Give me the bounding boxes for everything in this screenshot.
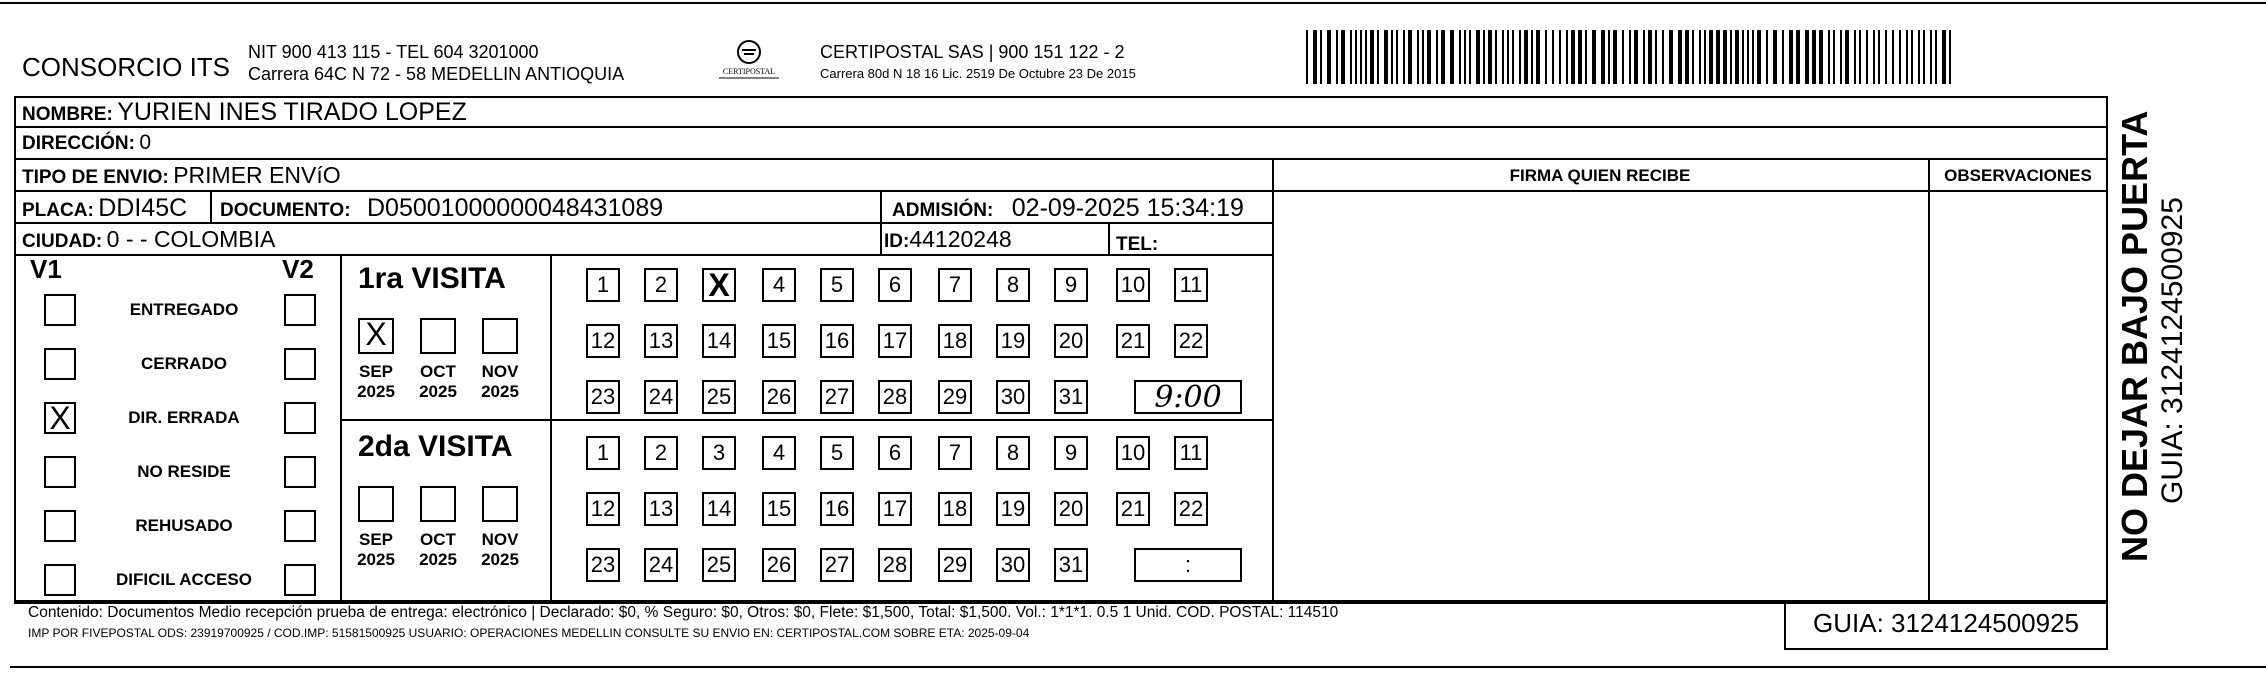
barcode-bar bbox=[1483, 30, 1485, 84]
day-cell[interactable]: 11 bbox=[1174, 436, 1208, 470]
day-cell[interactable]: 3 bbox=[702, 436, 736, 470]
barcode-bar bbox=[1704, 30, 1706, 84]
barcode-bar bbox=[1341, 30, 1345, 84]
placa-label: PLACA: bbox=[22, 200, 94, 221]
day-cell[interactable]: 10 bbox=[1116, 436, 1150, 470]
barcode-bar bbox=[1613, 30, 1617, 84]
barcode-bar bbox=[1629, 30, 1631, 84]
v2-checkbox[interactable] bbox=[284, 348, 316, 380]
row-line bbox=[14, 254, 1274, 256]
barcode-bar bbox=[1476, 30, 1480, 84]
day-cell[interactable]: 13 bbox=[644, 492, 678, 526]
barcode-bar bbox=[1942, 30, 1946, 84]
barcode-bar bbox=[1608, 30, 1610, 84]
v2-checkbox[interactable] bbox=[284, 564, 316, 596]
day-cell[interactable]: 12 bbox=[586, 492, 620, 526]
company-address: Carrera 64C N 72 - 58 MEDELLIN ANTIOQUIA bbox=[248, 64, 625, 84]
barcode-bar bbox=[1735, 30, 1739, 84]
barcode-bar bbox=[1355, 30, 1357, 84]
v2-label: V2 bbox=[282, 254, 314, 284]
day-cell[interactable]: 13 bbox=[644, 324, 678, 358]
day-cell[interactable]: 7 bbox=[938, 268, 972, 302]
v1-label: V1 bbox=[30, 254, 62, 284]
row-line bbox=[340, 419, 1274, 421]
placa-cell bbox=[22, 194, 187, 223]
barcode-bar bbox=[1643, 30, 1645, 84]
day-cell[interactable]: 14 bbox=[702, 492, 736, 526]
barcode-bar bbox=[1709, 30, 1713, 84]
month-checkbox[interactable] bbox=[420, 318, 456, 354]
barcode-bar bbox=[1796, 30, 1800, 84]
id-label: ID: bbox=[884, 231, 910, 252]
barcode-bar bbox=[1592, 30, 1596, 84]
nombre-row bbox=[22, 98, 467, 127]
barcode-bar bbox=[1885, 30, 1887, 84]
ciudad-label: CIUDAD: bbox=[22, 231, 103, 252]
barcode-bar bbox=[1854, 30, 1856, 84]
barcode-bar bbox=[1859, 30, 1861, 84]
barcode-bar bbox=[1384, 30, 1388, 84]
month-name: NOV bbox=[481, 530, 519, 549]
nombre-value: YURIEN INES TIRADO LOPEZ bbox=[117, 98, 467, 126]
v2-checkbox[interactable] bbox=[284, 456, 316, 488]
barcode-bar bbox=[1422, 30, 1424, 84]
day-cell[interactable]: 19 bbox=[996, 492, 1030, 526]
day-cell[interactable]: 15 bbox=[762, 324, 796, 358]
barcode-bar bbox=[1873, 30, 1875, 84]
day-cell[interactable]: 27 bbox=[820, 380, 854, 414]
bottom-border bbox=[10, 666, 2266, 668]
col-line bbox=[210, 190, 212, 224]
day-cell[interactable]: 22 bbox=[1174, 492, 1208, 526]
day-cell[interactable]: 4 bbox=[762, 268, 796, 302]
status-label: ENTREGADO bbox=[129, 300, 239, 319]
col-line bbox=[340, 254, 342, 602]
month-name: OCT bbox=[420, 362, 456, 381]
barcode-bar bbox=[1692, 30, 1694, 84]
barcode-bar bbox=[1464, 30, 1466, 84]
barcode-bar bbox=[1730, 30, 1732, 84]
id-cell bbox=[884, 226, 1012, 253]
barcode-bar bbox=[1918, 30, 1920, 84]
col-line bbox=[1272, 158, 1274, 602]
status-label: REHUSADO bbox=[135, 516, 233, 535]
barcode-bar bbox=[1669, 30, 1673, 84]
v2-checkbox[interactable] bbox=[284, 510, 316, 542]
tel-cell bbox=[1116, 228, 1158, 257]
month-name: OCT bbox=[420, 530, 456, 549]
barcode-bar bbox=[1436, 30, 1438, 84]
documento-value: D05001000000048431089 bbox=[367, 194, 664, 222]
barcode-bar bbox=[1327, 30, 1331, 84]
day-cell[interactable]: 10 bbox=[1116, 268, 1150, 302]
barcode-bar bbox=[1819, 30, 1823, 84]
day-cell[interactable]: 29 bbox=[938, 380, 972, 414]
month-label bbox=[408, 362, 468, 402]
courier-name: CERTIPOSTAL SAS | 900 151 122 - 2 bbox=[820, 42, 1125, 62]
tipo-label: TIPO DE ENVIO: bbox=[22, 167, 169, 188]
ciudad-cell bbox=[22, 226, 275, 253]
barcode-bar bbox=[1545, 30, 1547, 84]
month-label bbox=[408, 530, 468, 570]
barcode-bar bbox=[1892, 30, 1894, 84]
side-warning: NO DEJAR BAJO PUERTA bbox=[2114, 110, 2155, 562]
v1-checkbox[interactable] bbox=[44, 294, 76, 326]
barcode-bar bbox=[1782, 30, 1784, 84]
admision-label: ADMISIÓN: bbox=[892, 200, 994, 221]
v1-checkbox[interactable] bbox=[44, 564, 76, 596]
barcode-bar bbox=[1923, 30, 1925, 84]
placa-value: DDI45C bbox=[98, 194, 188, 222]
imp-line: IMP POR FIVEPOSTAL ODS: 23919700925 / COD.IMP: 51581500925 USUARIO: OPERACIONES MEDELLIN CONSULTE SU ENVIO EN: CERTIPOSTAL.COM SOBRE ETA: 2025-09-04 bbox=[28, 626, 1030, 640]
status-label: NO RESIDE bbox=[137, 462, 231, 481]
barcode-bar bbox=[1524, 30, 1528, 84]
day-cell[interactable]: 12 bbox=[586, 324, 620, 358]
day-cell[interactable]: 7 bbox=[938, 436, 972, 470]
day-cell[interactable]: 25 bbox=[702, 548, 736, 582]
day-cell[interactable]: 24 bbox=[644, 380, 678, 414]
barcode-bar bbox=[1313, 30, 1317, 84]
day-cell[interactable]: 24 bbox=[644, 548, 678, 582]
barcode-bar bbox=[1742, 30, 1744, 84]
barcode-bar bbox=[1552, 30, 1554, 84]
day-cell[interactable]: 20 bbox=[1054, 324, 1088, 358]
day-cell[interactable]: 2 bbox=[644, 436, 678, 470]
day-cell[interactable]: 5 bbox=[820, 268, 854, 302]
day-cell[interactable]: 2 bbox=[644, 268, 678, 302]
day-cell[interactable]: 22 bbox=[1174, 324, 1208, 358]
barcode-bar bbox=[1370, 30, 1374, 84]
barcode-bar bbox=[1512, 30, 1514, 84]
month-name: SEP bbox=[358, 530, 394, 549]
logo-emblem-icon bbox=[714, 38, 784, 86]
barcode-bar bbox=[1699, 30, 1701, 84]
barcode-bar bbox=[1578, 30, 1582, 84]
barcode-bar bbox=[1906, 30, 1908, 84]
barcode-bar bbox=[1655, 30, 1657, 84]
barcode-bar bbox=[1571, 30, 1575, 84]
month-checkbox[interactable] bbox=[358, 486, 394, 522]
day-cell[interactable]: 23 bbox=[586, 380, 620, 414]
day-cell[interactable]: 1 bbox=[586, 436, 620, 470]
col-line bbox=[880, 190, 882, 254]
day-cell[interactable]: 17 bbox=[878, 324, 912, 358]
row-line bbox=[14, 158, 2108, 160]
barcode-bar bbox=[1752, 30, 1754, 84]
barcode-bar bbox=[1559, 30, 1561, 84]
month-label bbox=[346, 530, 406, 570]
day-cell[interactable]: 4 bbox=[762, 436, 796, 470]
month-year: 2025 bbox=[419, 550, 457, 569]
day-cell[interactable]: 29 bbox=[938, 548, 972, 582]
day-cell[interactable]: 9 bbox=[1054, 436, 1088, 470]
courier-license: Carrera 80d N 18 16 Lic. 2519 De Octubre 23 De 2015 bbox=[820, 66, 1136, 81]
barcode-bar bbox=[1866, 30, 1868, 84]
day-cell[interactable]: 11 bbox=[1174, 268, 1208, 302]
barcode-bar bbox=[1320, 30, 1322, 84]
barcode-bar bbox=[1488, 30, 1492, 84]
month-checkbox[interactable] bbox=[482, 318, 518, 354]
ciudad-value: 0 - - COLOMBIA bbox=[106, 226, 276, 252]
barcode-bar bbox=[1495, 30, 1497, 84]
row-line bbox=[14, 190, 2108, 192]
v1-checkbox[interactable]: X bbox=[44, 402, 76, 434]
month-year: 2025 bbox=[481, 550, 519, 569]
month-label bbox=[470, 530, 530, 570]
barcode-bar bbox=[1840, 30, 1842, 84]
barcode-bar bbox=[1377, 30, 1379, 84]
v1-checkbox[interactable] bbox=[44, 456, 76, 488]
firma-header: FIRMA QUIEN RECIBE bbox=[1509, 166, 1691, 185]
barcode-bar bbox=[1360, 30, 1362, 84]
v2-checkbox[interactable] bbox=[284, 402, 316, 434]
day-cell[interactable]: 28 bbox=[878, 380, 912, 414]
tipo-value: PRIMER ENVíO bbox=[173, 162, 341, 188]
col-line bbox=[550, 254, 552, 602]
col-line bbox=[1928, 158, 1930, 602]
barcode-bar bbox=[1350, 30, 1352, 84]
time-cell[interactable]: : bbox=[1134, 548, 1242, 582]
month-label bbox=[346, 362, 406, 402]
barcode-bar bbox=[1408, 30, 1412, 84]
v1-checkbox[interactable] bbox=[44, 348, 76, 380]
content-line: Contenido: Documentos Medio recepción prueba de entrega: electrónico | Declarado: $0, % Seguro: $0, Otros: $0, Flete: $1,500, Total: $1,500. Vol.: 1*1*1. 0.5 1 Unid. COD. POSTAL: 114510 bbox=[28, 604, 1339, 621]
first-visit-title: 1ra VISITA bbox=[358, 262, 506, 295]
month-year: 2025 bbox=[357, 382, 395, 401]
day-cell[interactable]: 21 bbox=[1116, 492, 1150, 526]
barcode-bar bbox=[1502, 30, 1504, 84]
direccion-row bbox=[22, 131, 151, 155]
day-cell[interactable]: 18 bbox=[938, 324, 972, 358]
day-cell[interactable]: 26 bbox=[762, 380, 796, 414]
barcode-bar bbox=[1878, 30, 1880, 84]
barcode-bar bbox=[1935, 30, 1937, 84]
day-cell[interactable]: 30 bbox=[996, 548, 1030, 582]
side-guia: GUIA: 3124124500925 bbox=[2156, 197, 2189, 504]
company-name: CONSORCIO ITS bbox=[22, 52, 231, 82]
id-value: 44120248 bbox=[909, 226, 1012, 252]
month-year: 2025 bbox=[481, 382, 519, 401]
direccion-label: DIRECCIÓN: bbox=[22, 133, 135, 154]
barcode-bar bbox=[1648, 30, 1652, 84]
day-cell[interactable]: 21 bbox=[1116, 324, 1150, 358]
barcode-bar bbox=[1899, 30, 1901, 84]
day-cell[interactable]: 5 bbox=[820, 436, 854, 470]
status-label: DIR. ERRADA bbox=[128, 408, 240, 427]
day-cell[interactable]: 26 bbox=[762, 548, 796, 582]
day-cell[interactable]: 28 bbox=[878, 548, 912, 582]
barcode-bar bbox=[1833, 30, 1835, 84]
barcode-bar bbox=[1685, 30, 1689, 84]
barcode-bar bbox=[1536, 30, 1540, 84]
day-cell[interactable]: X bbox=[702, 268, 736, 302]
v2-checkbox[interactable] bbox=[284, 294, 316, 326]
barcode-bar bbox=[1566, 30, 1568, 84]
barcode-bar bbox=[1601, 30, 1605, 84]
barcode-bar bbox=[1766, 30, 1768, 84]
day-cell[interactable]: 16 bbox=[820, 324, 854, 358]
v1-checkbox[interactable] bbox=[44, 510, 76, 542]
barcode-bar bbox=[1450, 30, 1454, 84]
day-cell[interactable]: 25 bbox=[702, 380, 736, 414]
barcode-bar bbox=[1336, 30, 1338, 84]
second-visit-title: 2da VISITA bbox=[358, 430, 513, 463]
month-name: NOV bbox=[481, 362, 519, 381]
day-cell[interactable]: 31 bbox=[1054, 548, 1088, 582]
day-cell[interactable]: 30 bbox=[996, 380, 1030, 414]
day-cell[interactable]: 14 bbox=[702, 324, 736, 358]
barcode-bar bbox=[1441, 30, 1445, 84]
status-label: DIFICIL ACCESO bbox=[115, 570, 252, 589]
barcode-bar bbox=[1403, 30, 1405, 84]
day-cell[interactable]: 6 bbox=[878, 268, 912, 302]
day-cell[interactable]: 31 bbox=[1054, 380, 1088, 414]
tipo-row bbox=[22, 162, 341, 189]
barcode-bar bbox=[1789, 30, 1793, 84]
day-cell[interactable]: 27 bbox=[820, 548, 854, 582]
barcode-bar bbox=[1678, 30, 1682, 84]
month-checkbox[interactable]: X bbox=[358, 318, 394, 354]
barcode bbox=[1306, 30, 1956, 84]
barcode-bar bbox=[1773, 30, 1777, 84]
barcode-bar bbox=[1949, 30, 1951, 84]
month-checkbox[interactable] bbox=[482, 486, 518, 522]
barcode-bar bbox=[1723, 30, 1727, 84]
barcode-bar bbox=[1427, 30, 1431, 84]
time-cell[interactable]: 9:00 bbox=[1134, 380, 1242, 414]
certipostal-logo bbox=[714, 38, 784, 86]
barcode-bar bbox=[1812, 30, 1816, 84]
top-border bbox=[0, 2, 2266, 4]
company-nit: NIT 900 413 115 - TEL 604 3201000 bbox=[248, 42, 539, 62]
barcode-bar bbox=[1519, 30, 1521, 84]
day-cell[interactable]: 15 bbox=[762, 492, 796, 526]
barcode-bar bbox=[1930, 30, 1932, 84]
barcode-bar bbox=[1306, 30, 1308, 84]
barcode-bar bbox=[1828, 30, 1830, 84]
day-cell[interactable]: 8 bbox=[996, 436, 1030, 470]
documento-cell bbox=[220, 194, 663, 223]
nombre-label: NOMBRE: bbox=[22, 104, 113, 125]
col-line bbox=[1108, 222, 1110, 254]
barcode-bar bbox=[1391, 30, 1393, 84]
day-cell[interactable]: 8 bbox=[996, 268, 1030, 302]
barcode-bar bbox=[1396, 30, 1398, 84]
day-cell[interactable]: 19 bbox=[996, 324, 1030, 358]
barcode-bar bbox=[1716, 30, 1720, 84]
barcode-bar bbox=[1417, 30, 1419, 84]
barcode-bar bbox=[1757, 30, 1761, 84]
observaciones-header: OBSERVACIONES bbox=[1944, 166, 2092, 185]
barcode-bar bbox=[1469, 30, 1471, 84]
documento-label: DOCUMENTO: bbox=[220, 200, 351, 221]
barcode-bar bbox=[1531, 30, 1533, 84]
month-checkbox[interactable] bbox=[420, 486, 456, 522]
day-cell[interactable]: 16 bbox=[820, 492, 854, 526]
day-cell[interactable]: 18 bbox=[938, 492, 972, 526]
direccion-value: 0 bbox=[139, 131, 152, 154]
barcode-bar bbox=[1747, 30, 1749, 84]
day-cell[interactable]: 6 bbox=[878, 436, 912, 470]
barcode-bar bbox=[1845, 30, 1849, 84]
day-cell[interactable]: 23 bbox=[586, 548, 620, 582]
month-year: 2025 bbox=[357, 550, 395, 569]
tel-label: TEL: bbox=[1116, 234, 1159, 255]
month-label bbox=[470, 362, 530, 402]
logo-text: CERTIPOSTAL bbox=[722, 67, 776, 76]
barcode-bar bbox=[1634, 30, 1638, 84]
admision-value: 02-09-2025 15:34:19 bbox=[1011, 194, 1244, 222]
month-name: SEP bbox=[358, 362, 394, 381]
guia-box-text: GUIA: 3124124500925 bbox=[1813, 608, 2079, 638]
barcode-bar bbox=[1622, 30, 1624, 84]
barcode-bar bbox=[1662, 30, 1664, 84]
admision-cell bbox=[892, 194, 1244, 223]
day-cell[interactable]: 9 bbox=[1054, 268, 1088, 302]
day-cell[interactable]: 20 bbox=[1054, 492, 1088, 526]
barcode-bar bbox=[1459, 30, 1461, 84]
barcode-bar bbox=[1805, 30, 1809, 84]
barcode-bar bbox=[1585, 30, 1587, 84]
day-cell[interactable]: 17 bbox=[878, 492, 912, 526]
barcode-bar bbox=[1911, 30, 1913, 84]
day-cell[interactable]: 1 bbox=[586, 268, 620, 302]
barcode-bar bbox=[1365, 30, 1367, 84]
status-label: CERRADO bbox=[141, 354, 227, 373]
month-year: 2025 bbox=[419, 382, 457, 401]
barcode-bar bbox=[1507, 30, 1509, 84]
